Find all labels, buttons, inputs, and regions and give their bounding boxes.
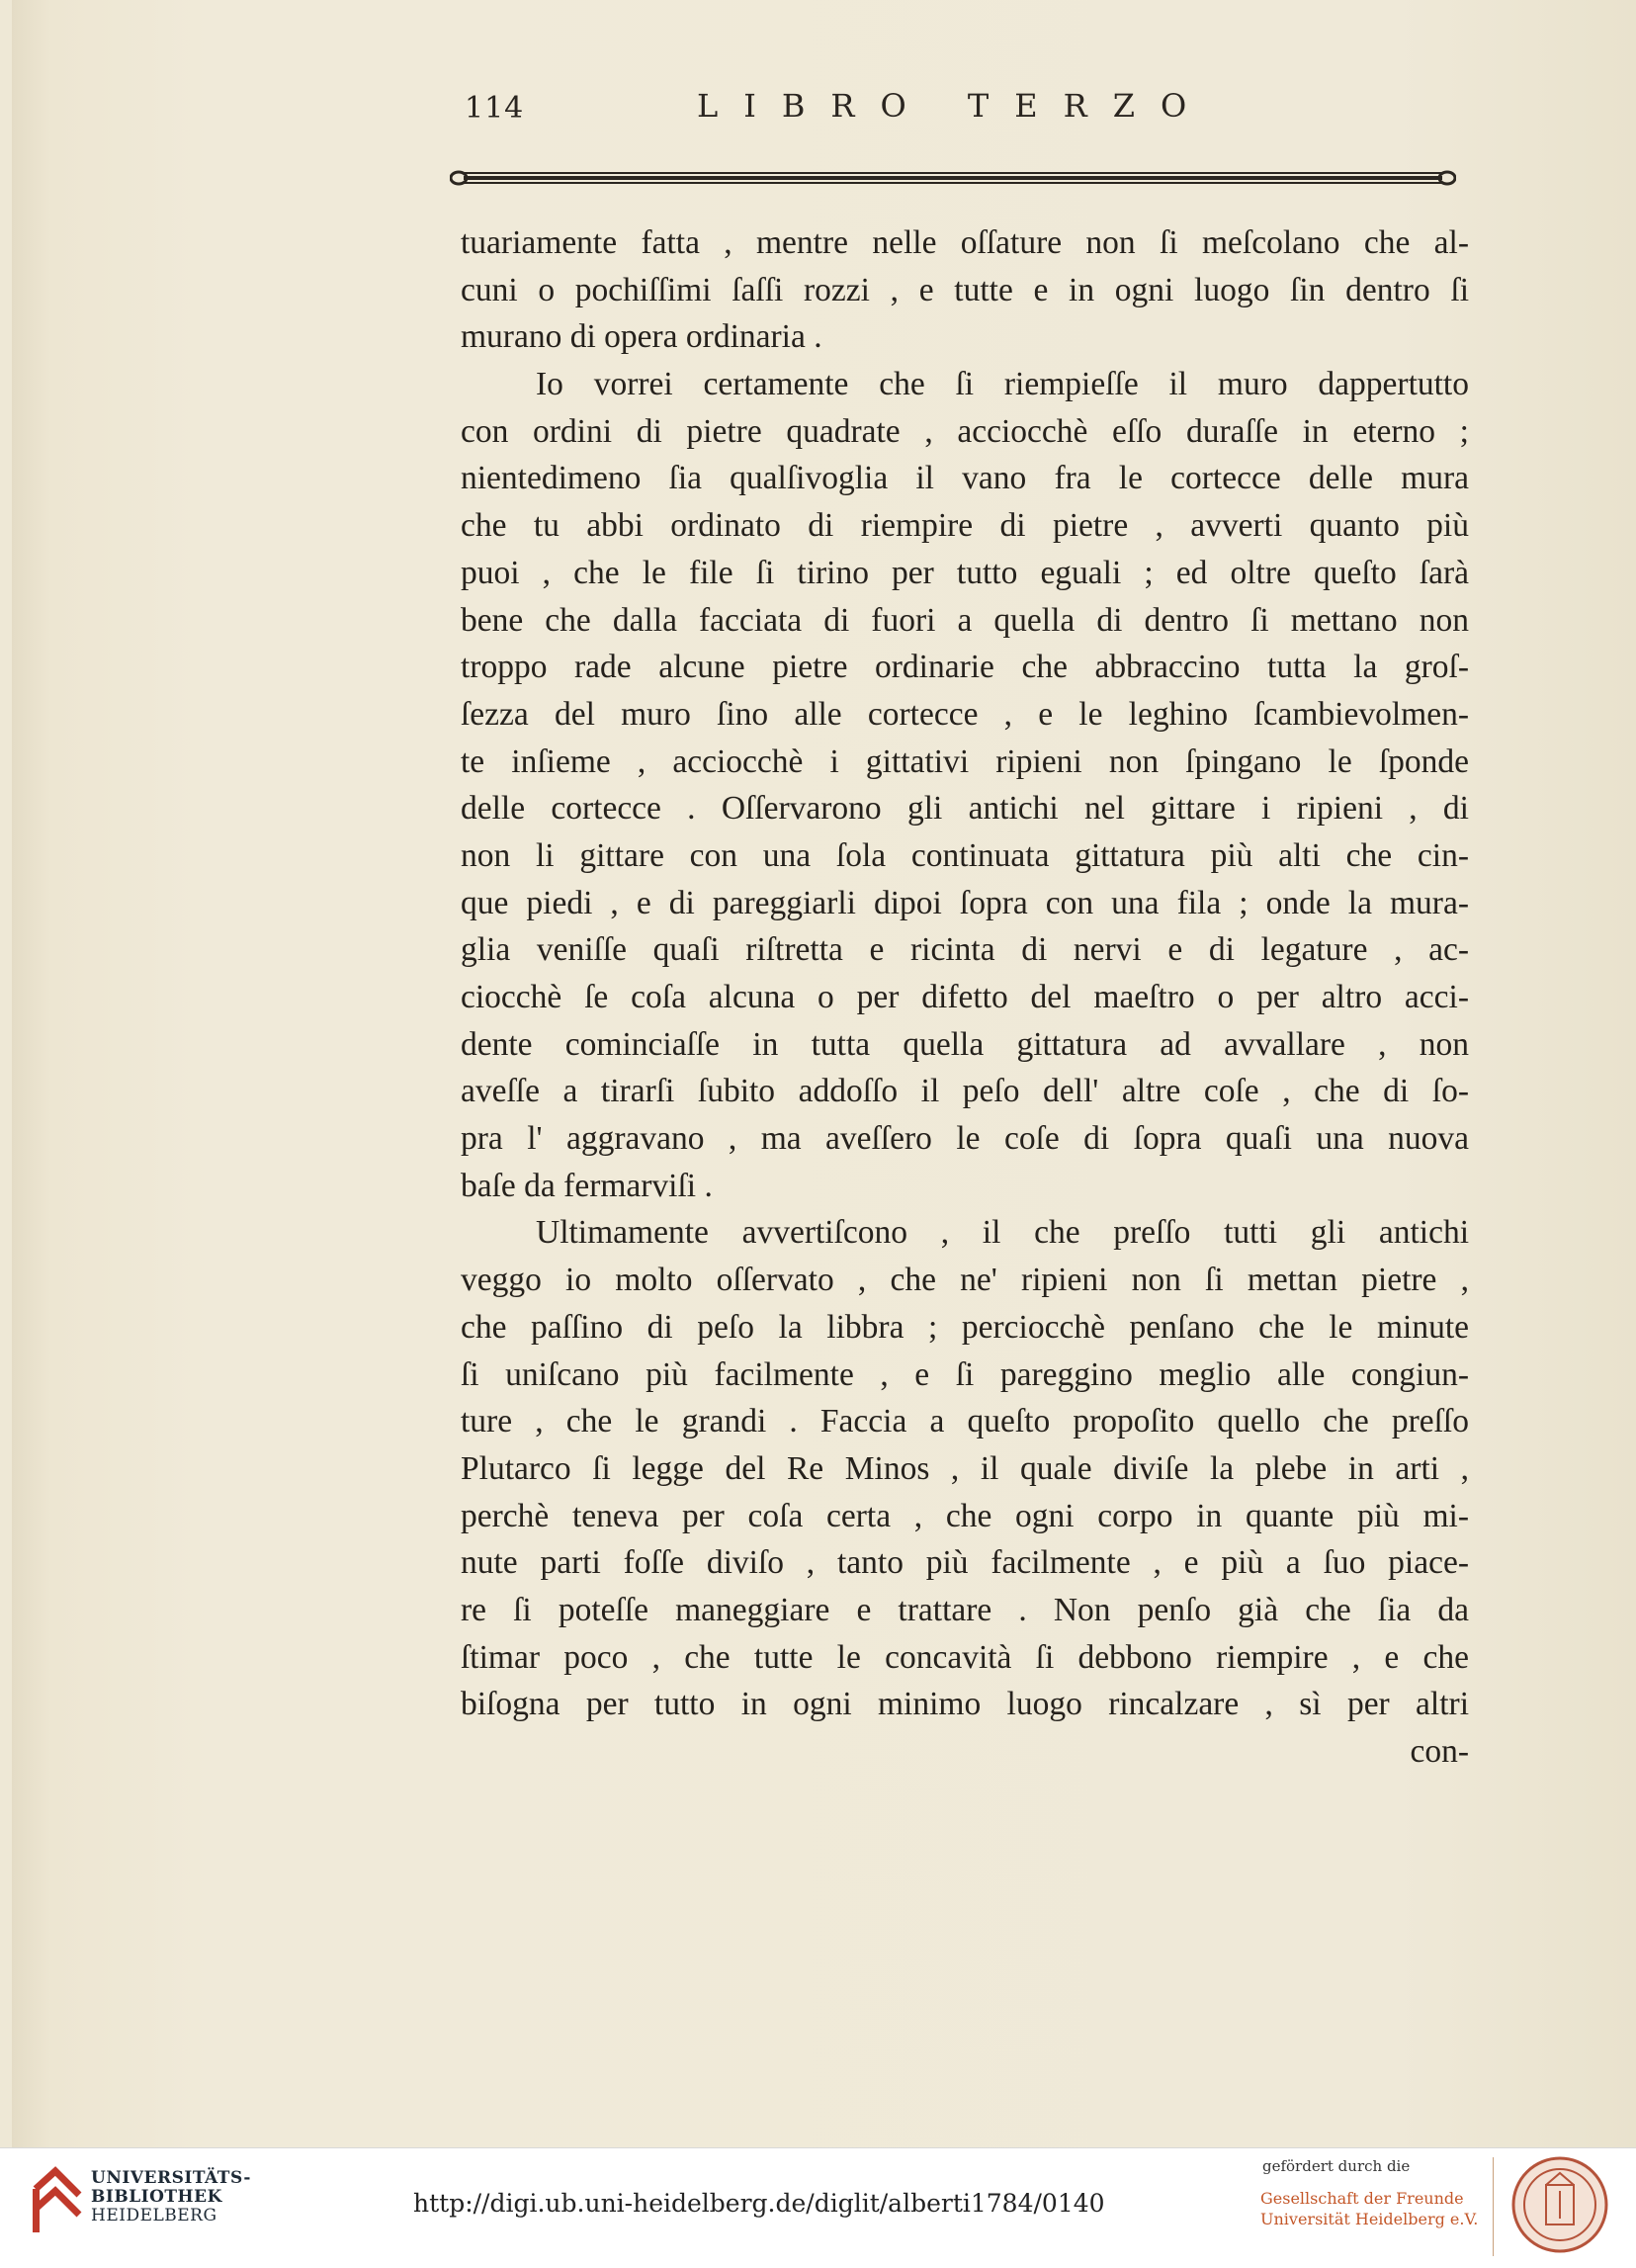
footer-divider	[1493, 2157, 1494, 2256]
library-name	[91, 2169, 251, 2225]
text-line: dente cominciaſſe in tutta quella gittatura ad avvallare , non	[461, 1025, 1469, 1063]
text-line: veggo io molto oſſervato , che ne' ripieni non ſi mettan pietre ,	[461, 1262, 1469, 1299]
text-line: delle cortecce . Oſſervarono gli antichi nel gittare i ripieni , di	[461, 790, 1469, 828]
page-number: 114	[465, 91, 525, 126]
text-line: ſezza del muro ſino alle cortecce , e le leghino ſcambievolmen-	[461, 695, 1469, 733]
text-line: che paſſino di peſo la libbra ; perciocchè penſano che le minute	[461, 1308, 1469, 1346]
catchword: con-	[1410, 1733, 1469, 1770]
ornamental-rule	[450, 166, 1456, 188]
text-line: nientedimeno ſia qualſivoglia il vano fra le cortecce delle mura	[461, 460, 1469, 497]
text-line: Plutarco ſi legge del Re Minos , il quale diviſe la plebe in arti ,	[461, 1449, 1469, 1487]
text-line: con ordini di pietre quadrate , acciocchè eſſo duraſſe in eterno ;	[461, 412, 1469, 450]
text-line: baſe da fermarviſi .	[461, 1167, 713, 1204]
text-line: ſi uniſcano più facilmente , e ſi pareggino meglio alle congiun-	[461, 1355, 1469, 1393]
library-name-line2: BIBLIOTHEK	[91, 2187, 222, 2207]
text-line: perchè teneva per coſa certa , che ogni corpo in quante più mi-	[461, 1497, 1469, 1534]
library-name-line3: HEIDELBERG	[91, 2206, 217, 2225]
text-line: bene che dalla facciata di fuori a quella di dentro ſi mettano non	[461, 601, 1469, 639]
sponsor-name-line1: Gesellschaft der Freunde	[1260, 2189, 1464, 2208]
text-line: ſtimar poco , che tutte le concavità ſi debbono riempire , e che	[461, 1638, 1469, 1676]
text-line: tuariamente fatta , mentre nelle oſſature non ſi meſcolano che al-	[461, 224, 1469, 261]
text-line: glia veniſſe quaſi riſtretta e ricinta di nervi e di legature , ac-	[461, 931, 1469, 969]
text-line: que piedi , e di pareggiarli dipoi ſopra con una fila ; onde la mura-	[461, 884, 1469, 921]
university-seal-icon	[1510, 2155, 1609, 2254]
text-line: troppo rade alcune pietre ordinarie che abbraccino tutta la groſ-	[461, 649, 1469, 686]
text-line: Ultimamente avvertiſcono , il che preſſo tutti gli antichi	[536, 1214, 1469, 1252]
library-name-line1: UNIVERSITÄTS-	[91, 2168, 251, 2188]
text-line: re ſi poteſſe maneggiare e trattare . Non penſo già che ſia da	[461, 1591, 1469, 1628]
text-line: puoi , che le file ſi tirino per tutto eguali ; ed oltre queſto ſarà	[461, 554, 1469, 591]
text-line: biſogna per tutto in ogni minimo luogo rincalzare , sì per altri	[461, 1686, 1469, 1723]
sponsor-name	[1260, 2188, 1478, 2229]
running-title: LIBRO TERZO	[697, 87, 1213, 125]
text-line: non li gittare con una ſola continuata gittatura più alti che cin-	[461, 836, 1469, 874]
text-line: ture , che le grandi . Faccia a queſto propoſito quello che preſſo	[461, 1403, 1469, 1440]
text-line: Io vorrei certamente che ſi riempieſſe il muro dappertutto	[536, 366, 1469, 403]
permalink-url[interactable]: http://digi.ub.uni-heidelberg.de/diglit/alberti1784/0140	[413, 2189, 1105, 2218]
text-line: murano di opera ordinaria .	[461, 318, 822, 356]
text-line: ciocchè ſe coſa alcuna o per difetto del maeſtro o per altro acci-	[461, 979, 1469, 1015]
sponsor-caption: gefördert durch die	[1262, 2157, 1411, 2175]
text-line: nute parti foſſe diviſo , tanto più facilmente , e più a ſuo piace-	[461, 1544, 1469, 1582]
text-line: che tu abbi ordinato di riempire di pietre , avverti quanto più	[461, 507, 1469, 545]
sponsor-name-line2: Universität Heidelberg e.V.	[1260, 2210, 1479, 2228]
text-line: cuni o pochiſſimi ſaſſi rozzi , e tutte e in ogni luogo ſin dentro ſi	[461, 271, 1469, 308]
text-line: te inſieme , acciocchè i gittativi ripieni non ſpingano le ſponde	[461, 742, 1469, 780]
text-line: aveſſe a tirarſi ſubito addoſſo il peſo dell' altre coſe , che di ſo-	[461, 1073, 1469, 1110]
university-library-logo-icon	[30, 2165, 85, 2236]
text-line: pra l' aggravano , ma aveſſero le coſe di ſopra quaſi una nuova	[461, 1120, 1469, 1158]
page-header	[465, 87, 1236, 136]
body-text	[461, 219, 1469, 1776]
